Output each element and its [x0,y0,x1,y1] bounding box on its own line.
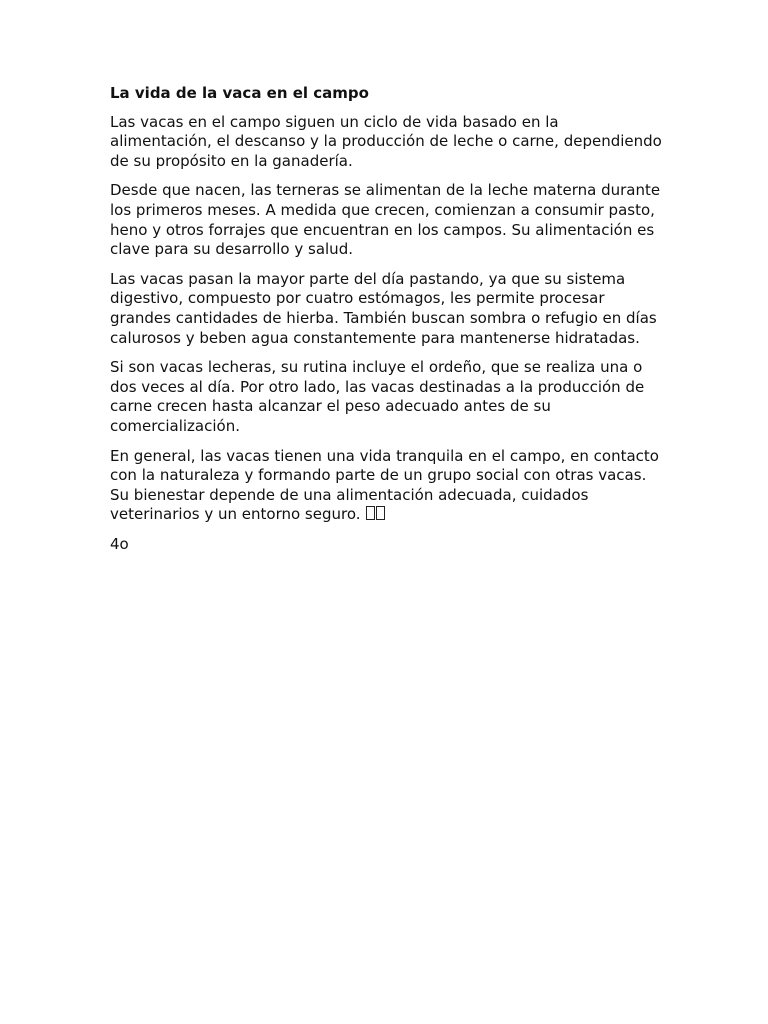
paragraph-4: Si son vacas lecheras, su rutina incluye el ordeño, que se realiza una o dos veces al día. Por otro lado, las vacas destinadas a la producción de carne crecen hasta alcanzar el peso adecuado antes de su comercialización. [110,358,645,435]
paragraph-2: Desde que nacen, las terneras se alimentan de la leche materna durante los primeros meses. A medida que crecen, comienzan a consumir pasto, heno y otros forrajes que encuentran en los campos. Su alimentación es clave para su desarrollo y salud. [110,181,661,259]
paragraph-5 [110,447,662,525]
document-page [110,84,662,554]
footer-label: 4o [110,534,129,553]
missing-glyph-icon [365,505,385,525]
paragraph-1: Las vacas en el campo siguen un ciclo de vida basado en la alimentación, el descanso y la producción de leche o carne, dependiendo de su propósito en la ganadería. [110,112,662,170]
document-title: La vida de la vaca en el campo [110,84,369,102]
paragraph-5-text: En general, las vacas tienen una vida tranquila en el campo, en contacto con la naturaleza y formando parte de un grupo social con otras vacas. Su bienestar depende de una alimentación adecuada, cuidados veterinarios y un entorno seguro. [110,446,659,524]
paragraph-3: Las vacas pasan la mayor parte del día pastando, ya que su sistema digestivo, compuesto por cuatro estómagos, les permite procesar grandes cantidades de hierba. También buscan sombra o refugio en días calurosos y beben agua constantemente para mantenerse hidratadas. [110,269,657,347]
